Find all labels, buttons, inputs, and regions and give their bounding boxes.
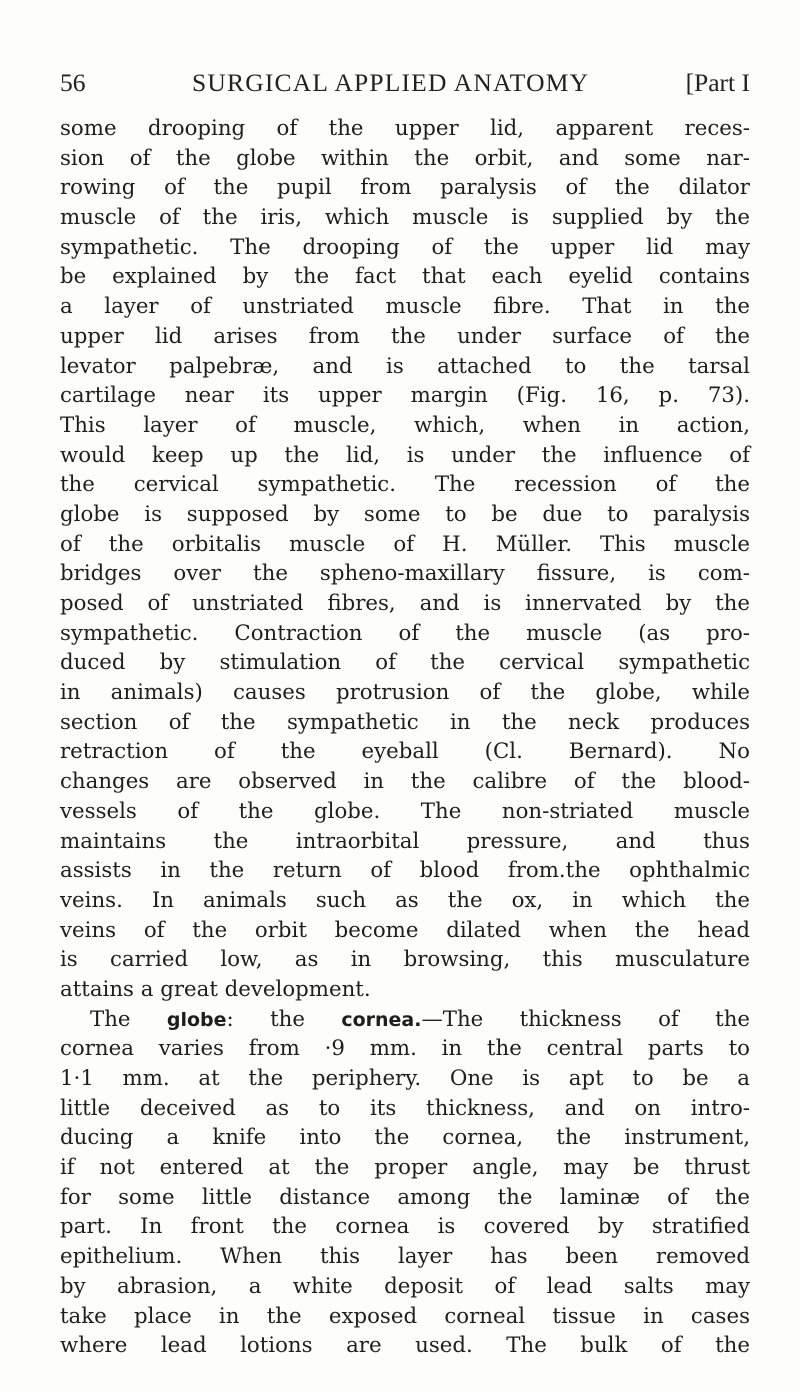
page-number: 56	[60, 68, 86, 97]
text-line: globe is supposed by some to be due to paralysis	[60, 501, 750, 527]
section-heading-line	[60, 1005, 750, 1035]
part-label: [Part I	[685, 68, 750, 97]
text-line: upper lid arises from the under surface of the	[60, 323, 750, 349]
heading-colon: : the	[226, 1006, 342, 1032]
text-line: in animals) causes protrusion of the globe, while	[60, 680, 750, 706]
text-line: muscle of the iris, which muscle is supplied by the	[60, 205, 750, 231]
text-line: veins. In animals such as the ox, in which the	[60, 887, 750, 913]
text-line: assists in the return of blood from.the ophthalmic	[60, 858, 750, 884]
text-line: is carried low, as in browsing, this musculature	[60, 947, 750, 973]
text-line: where lead lotions are used. The bulk of the	[60, 1333, 750, 1359]
text-line: for some little distance among the laminæ of the	[60, 1184, 750, 1210]
text-line: epithelium. When this layer has been removed	[60, 1244, 750, 1270]
body-text	[60, 114, 750, 1361]
text-line: sion of the globe within the orbit, and some nar-	[60, 145, 750, 171]
text-line: if not entered at the proper angle, may be thrust	[60, 1155, 750, 1181]
text-line: veins of the orbit become dilated when the head	[60, 917, 750, 943]
text-line: attains a great development.	[60, 976, 371, 1002]
text-line: some drooping of the upper lid, apparent reces-	[60, 116, 750, 141]
heading-prefix: The	[90, 1006, 167, 1032]
text-line: rowing of the pupil from paralysis of the dilator	[60, 175, 750, 201]
text-line: posed of unstriated fibres, and is innervated by the	[60, 591, 750, 616]
text-line: cornea varies from ·9 mm. in the central parts to	[60, 1036, 750, 1062]
text-line: retraction of the eyeball (Cl. Bernard). No	[60, 739, 750, 765]
text-line: take place in the exposed corneal tissue in cases	[60, 1303, 750, 1329]
text-line: levator palpebræ, and is attached to the tarsal	[60, 353, 750, 379]
text-line: a layer of unstriated muscle fibre. That in the	[60, 294, 750, 320]
text-line: by abrasion, a white deposit of lead salts may	[60, 1273, 750, 1299]
page-header	[60, 68, 750, 108]
text-line: This layer of muscle, which, when in action,	[60, 412, 750, 438]
text-line: vessels of the globe. The non-striated muscle	[60, 798, 750, 824]
text-line: bridges over the spheno-maxillary fissure, is com-	[60, 561, 750, 587]
text-line: cartilage near its upper margin (Fig. 16, p. 73).	[60, 383, 750, 409]
text-line: little deceived as to its thickness, and on intro-	[60, 1095, 750, 1121]
text-line: section of the sympathetic in the neck produces	[60, 709, 750, 735]
heading-rest: —The thickness of the	[421, 1006, 751, 1032]
text-line: would keep up the lid, is under the influence of	[60, 442, 750, 468]
text-line: sympathetic. The drooping of the upper lid may	[60, 234, 750, 260]
text-line: duced by stimulation of the cervical sympathetic	[60, 650, 750, 676]
text-line: ducing a knife into the cornea, the instrument,	[60, 1125, 750, 1151]
text-line: sympathetic. Contraction of the muscle (as pro-	[60, 620, 750, 646]
text-line: of the orbitalis muscle of H. Müller. This muscle	[60, 531, 750, 557]
text-line: maintains the intraorbital pressure, and thus	[60, 828, 750, 854]
running-title: SURGICAL APPLIED ANATOMY	[192, 68, 590, 97]
heading-cornea: cornea.	[341, 1008, 422, 1031]
text-line: the cervical sympathetic. The recession of the	[60, 472, 750, 498]
text-line: changes are observed in the calibre of the blood-	[60, 769, 750, 795]
text-line: part. In front the cornea is covered by stratified	[60, 1214, 750, 1240]
text-line: be explained by the fact that each eyelid contains	[60, 264, 750, 290]
text-line: 1·1 mm. at the periphery. One is apt to be a	[60, 1066, 750, 1091]
heading-globe: globe	[166, 1008, 227, 1031]
